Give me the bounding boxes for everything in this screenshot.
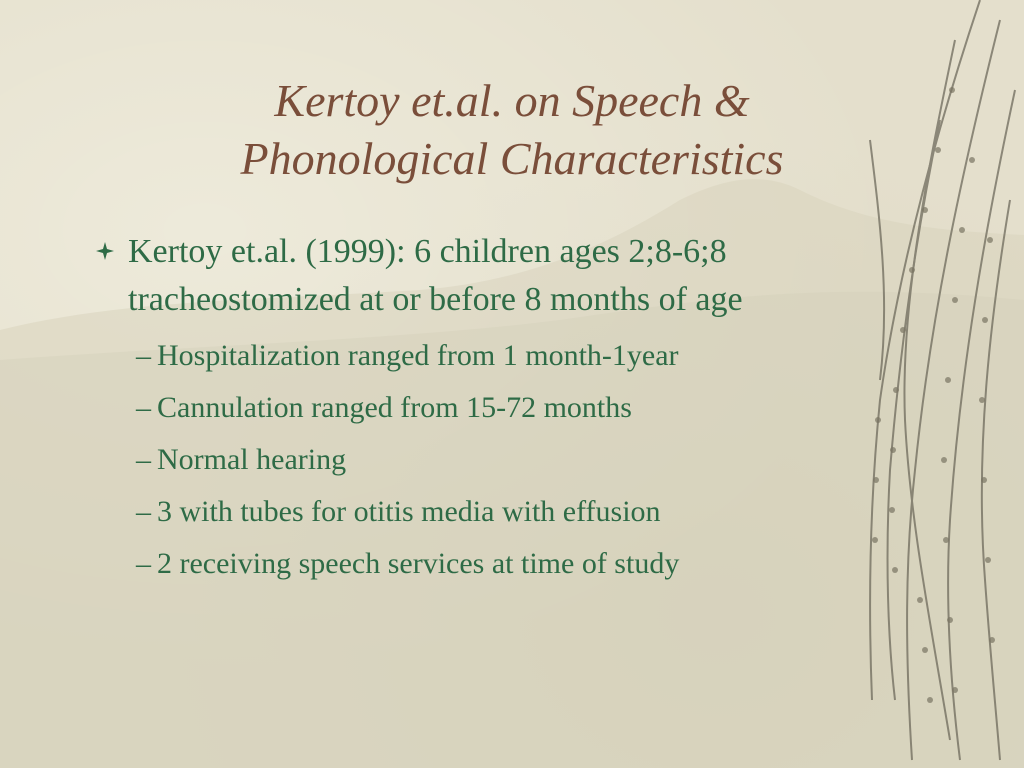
sub-bullet-item <box>90 382 940 434</box>
sub-bullet-list <box>90 330 940 590</box>
dash-marker: – <box>136 391 151 424</box>
diamond-bullet-icon <box>96 242 114 260</box>
dash-marker: – <box>136 495 151 528</box>
slide-body <box>90 228 940 590</box>
title-line-2: Phonological Characteristics <box>240 133 784 184</box>
sub-bullet-text: Hospitalization ranged from 1 month-1year <box>157 339 679 372</box>
bullet-text: Kertoy et.al. (1999): 6 children ages 2;8-6;8 tracheostomized at or before 8 months of age <box>128 233 743 318</box>
sub-bullet-text: 3 with tubes for otitis media with effusion <box>157 495 661 528</box>
dash-marker: – <box>136 443 151 476</box>
sub-bullet-item <box>90 330 940 382</box>
sub-bullet-item <box>90 538 940 590</box>
sub-bullet-text: 2 receiving speech services at time of study <box>157 547 680 580</box>
sub-bullet-item <box>90 434 940 486</box>
title-line-1: Kertoy et.al. on Speech & <box>274 75 750 126</box>
bullet-item <box>90 228 940 324</box>
sub-bullet-text: Normal hearing <box>157 443 347 476</box>
sub-bullet-item <box>90 486 940 538</box>
dash-marker: – <box>136 339 151 372</box>
sub-bullet-text: Cannulation ranged from 15-72 months <box>157 391 632 424</box>
slide-title <box>100 72 924 188</box>
dash-marker: – <box>136 547 151 580</box>
